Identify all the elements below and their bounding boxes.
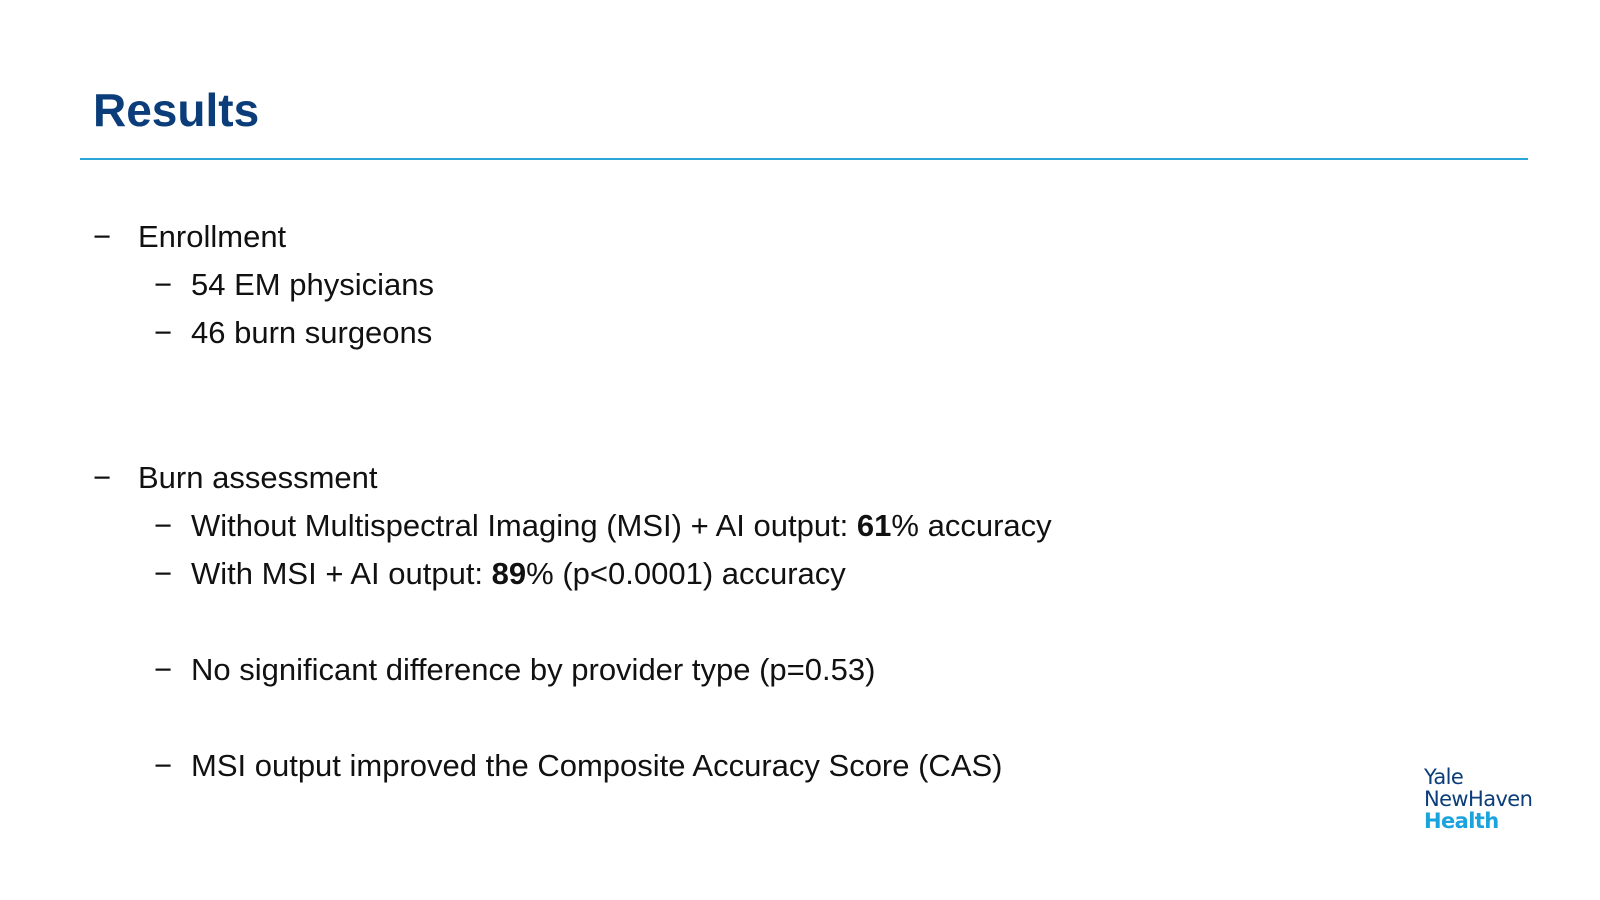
bullet-text: MSI output improved the Composite Accuracy Score (CAS): [191, 748, 1003, 783]
bullet-text: 54 EM physicians: [191, 267, 434, 302]
bullet-text: No significant difference by provider type (p=0.53): [191, 652, 876, 687]
yale-new-haven-health-logo: [1424, 766, 1532, 832]
bullet-text: Enrollment: [138, 219, 287, 254]
without-accuracy-value: 61: [856, 508, 892, 543]
dash-bullet: −: [154, 748, 173, 783]
logo-line-newhaven: NewHaven: [1424, 787, 1533, 811]
with-prefix: With MSI + AI output:: [191, 556, 492, 591]
dash-bullet: −: [93, 219, 112, 254]
dash-bullet: −: [154, 315, 173, 350]
without-suffix: % accuracy: [891, 508, 1052, 543]
with-suffix: % (p<0.0001) accuracy: [526, 556, 846, 591]
dash-bullet: −: [154, 652, 173, 687]
without-prefix: Without Multispectral Imaging (MSI) + AI output:: [191, 508, 857, 543]
with-accuracy-value: 89: [491, 556, 527, 591]
dash-bullet: −: [154, 508, 173, 543]
bullet-text: Burn assessment: [138, 460, 378, 495]
dash-bullet: −: [93, 460, 112, 495]
slide-title: Results: [93, 84, 260, 136]
bullet-text: [191, 555, 846, 592]
bullet-text: [191, 507, 1052, 544]
logo-line-health: Health: [1424, 809, 1499, 833]
bullet-text: 46 burn surgeons: [191, 315, 433, 350]
logo-line-yale: Yale: [1424, 765, 1464, 789]
dash-bullet: −: [154, 267, 173, 302]
dash-bullet: −: [154, 556, 173, 591]
title-divider: [80, 158, 1528, 160]
